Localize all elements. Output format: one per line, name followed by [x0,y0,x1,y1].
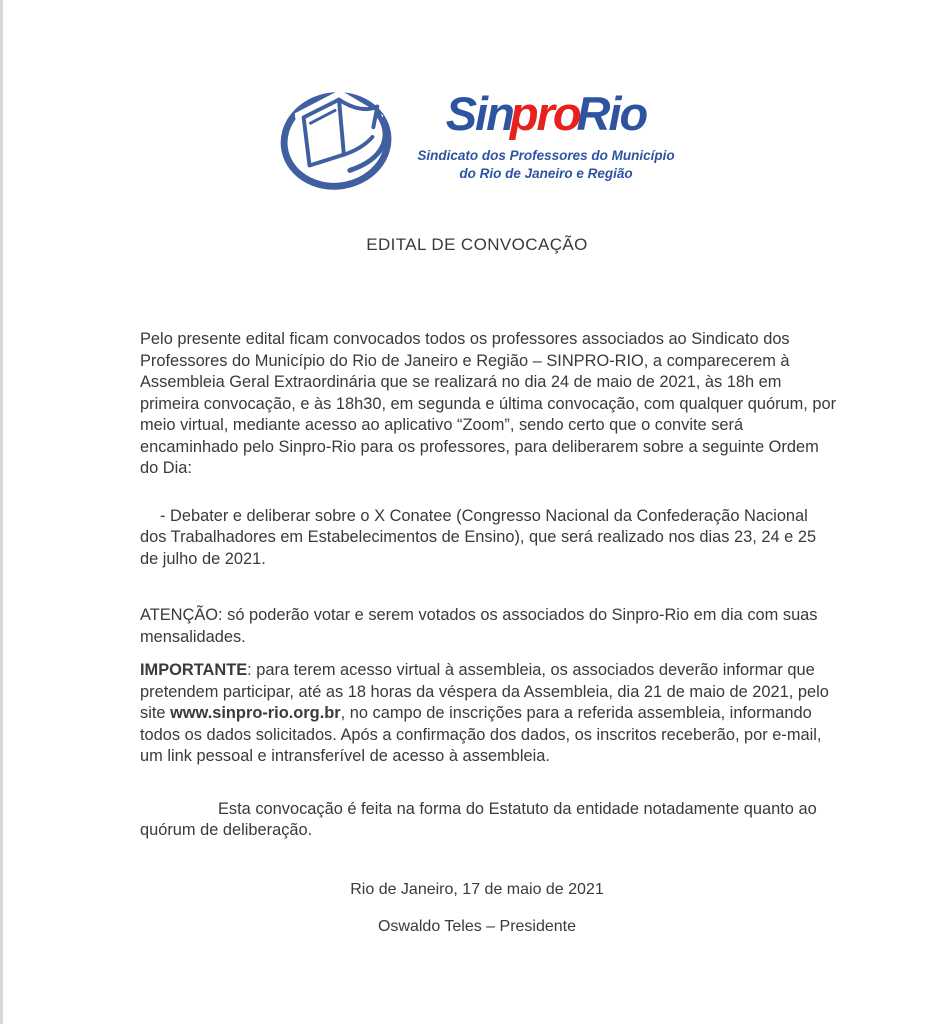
paragraph-convocation: Pelo presente edital ficam convocados todos os professores associados ao Sindicato dos Professores do Município do Rio de Janeiro e Região – SINPRO-RIO, a comparecerem à Assembleia Geral Extraordinária que se realizará no dia 24 de maio de 2021, às 18h em primeira convocação, e às 18h30, em segunda e última convocação, com qualquer quórum, por meio virtual, mediante acesso ao aplicativo “Zoom”, sendo certo que o convite será encaminhado pelo Sinpro-Rio para os professores, para deliberarem sobre a seguinte Ordem do Dia: [140,330,837,477]
wordmark-sin: Sin [445,87,513,140]
document-title: EDITAL DE CONVOCAÇÃO [366,235,588,254]
importante-text-2: , no campo de inscrições para a referida assembleia, informando todos os dados solicitados. Após a confirmação dos dados, os inscritos receberão, por e-mail, um link pessoal e intransferível de acesso à assembleia. [140,704,822,765]
logo-subtitle [417,147,674,183]
wordmark-pro: pro [509,87,580,140]
paragraph-importante [140,660,838,768]
paragraph-atencao: ATENÇÃO: só poderão votar e serem votados os associados do Sinpro-Rio em dia com suas mensalidades. [140,606,818,646]
logo-text-block [417,87,675,183]
open-book-icon [279,80,397,197]
paragraph-closing: Esta convocação é feita na forma do Estatuto da entidade notadamente quanto ao quórum de deliberação. [140,799,817,839]
paragraph-agenda-item: - Debater e deliberar sobre o X Conatee (Congresso Nacional da Confederação Nacional dos Trabalhadores em Estabelecimentos de Ensino), que será realizado nos dias 23, 24 e 25 de julho de 2021. [140,506,817,568]
date-line: Rio de Janeiro, 17 de maio de 2021 [350,880,604,898]
logo-subtitle-line2: do Rio de Janeiro e Região [459,166,633,182]
logo-subtitle-line1: Sindicato dos Professores do Município [417,148,675,163]
document-body [140,329,838,842]
website-text: www.sinpro-rio.org.br [170,704,341,722]
wordmark-rio: Rio [576,87,647,140]
signature-line: Oswaldo Teles – Presidente [377,917,577,935]
importante-text-1: : para terem acesso virtual à assembleia, os associados deverão informar que pretendem participar, até as 18 horas da véspera da Assembleia, dia 21 de maio de 2021, pelo site [140,661,829,722]
sinpro-rio-logo [3,0,951,197]
logo-wordmark [417,87,674,140]
importante-label: IMPORTANTE [140,661,248,679]
